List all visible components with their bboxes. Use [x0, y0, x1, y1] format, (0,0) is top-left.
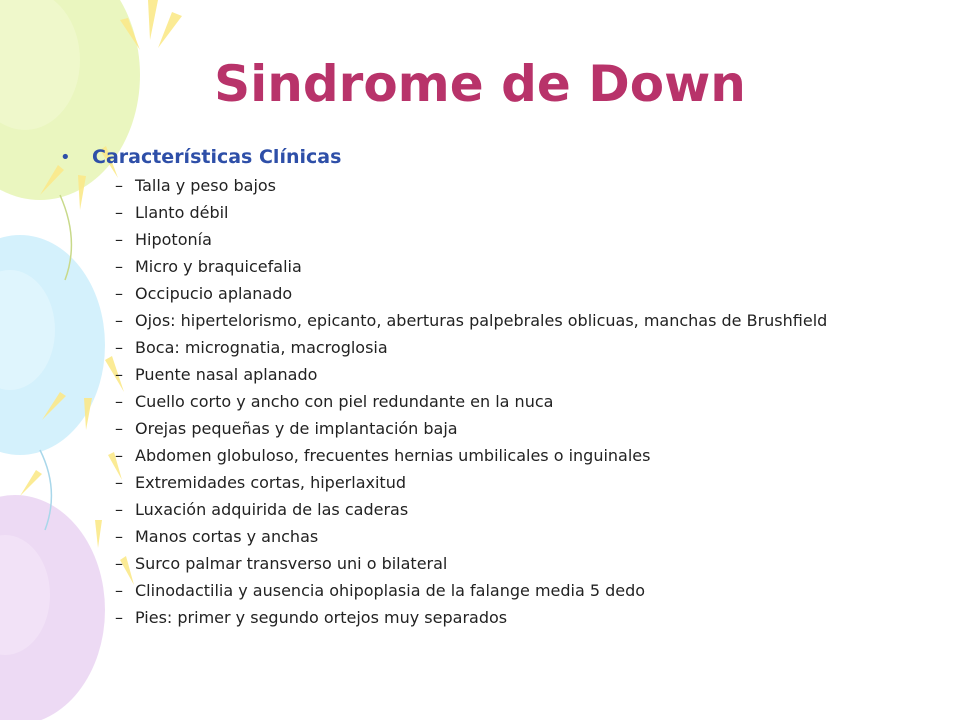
- list-item: [115, 257, 915, 276]
- list-item-text: Micro y braquicefalia: [135, 257, 302, 276]
- slide-content: [60, 146, 920, 635]
- slide-title: Sindrome de Down: [214, 55, 746, 113]
- list-item: [115, 419, 915, 438]
- dash-marker: –: [115, 473, 123, 492]
- dash-marker: –: [115, 554, 123, 573]
- list-item: [115, 176, 915, 195]
- dash-marker: –: [115, 419, 123, 438]
- list-item-text: Orejas pequeñas y de implantación baja: [135, 419, 458, 438]
- list-item-text: Pies: primer y segundo ortejos muy separados: [135, 608, 508, 627]
- dash-marker: –: [115, 203, 123, 222]
- dash-marker: –: [115, 230, 123, 249]
- list-item-text: Hipotonía: [135, 230, 212, 249]
- list-item-text: Llanto débil: [135, 203, 229, 222]
- list-item: [115, 392, 915, 411]
- characteristics-list: [60, 176, 920, 627]
- list-item: [115, 284, 915, 303]
- list-item-text: Abdomen globuloso, frecuentes hernias umbilicales o inguinales: [135, 446, 651, 465]
- list-item: [115, 527, 915, 546]
- dash-marker: –: [115, 500, 123, 519]
- dash-marker: –: [115, 311, 123, 330]
- list-item-text: Talla y peso bajos: [135, 176, 277, 195]
- dash-marker: –: [115, 284, 123, 303]
- list-item: [115, 446, 915, 465]
- main-bullet: [60, 146, 920, 176]
- list-item-text: Occipucio aplanado: [135, 284, 293, 303]
- list-item: [115, 473, 915, 492]
- dash-marker: –: [115, 608, 123, 627]
- list-item: [115, 203, 915, 222]
- bullet-heading: Características Clínicas: [92, 146, 342, 168]
- list-item: [115, 581, 915, 600]
- list-item: [115, 500, 915, 519]
- bullet-dot-icon: •: [60, 147, 71, 168]
- list-item-text: Manos cortas y anchas: [135, 527, 319, 546]
- list-item-text: Ojos: hipertelorismo, epicanto, aberturas palpebrales oblicuas, manchas de Brushfield: [135, 311, 828, 330]
- list-item: [115, 365, 915, 384]
- list-item-text: Extremidades cortas, hiperlaxitud: [135, 473, 406, 492]
- list-item-text: Boca: micrognatia, macroglosia: [135, 338, 388, 357]
- list-item: [115, 554, 915, 573]
- list-item: [115, 608, 915, 627]
- list-item-text: Puente nasal aplanado: [135, 365, 318, 384]
- dash-marker: –: [115, 176, 123, 195]
- dash-marker: –: [115, 257, 123, 276]
- dash-marker: –: [115, 446, 123, 465]
- list-item-text: Cuello corto y ancho con piel redundante en la nuca: [135, 392, 554, 411]
- dash-marker: –: [115, 338, 123, 357]
- list-item-text: Luxación adquirida de las caderas: [135, 500, 409, 519]
- dash-marker: –: [115, 392, 123, 411]
- dash-marker: –: [115, 527, 123, 546]
- dash-marker: –: [115, 365, 123, 384]
- dash-marker: –: [115, 581, 123, 600]
- list-item-text: Surco palmar transverso uni o bilateral: [135, 554, 448, 573]
- list-item: [115, 311, 915, 330]
- list-item-text: Clinodactilia y ausencia ohipoplasia de la falange media 5 dedo: [135, 581, 646, 600]
- list-item: [115, 230, 915, 249]
- list-item: [115, 338, 915, 357]
